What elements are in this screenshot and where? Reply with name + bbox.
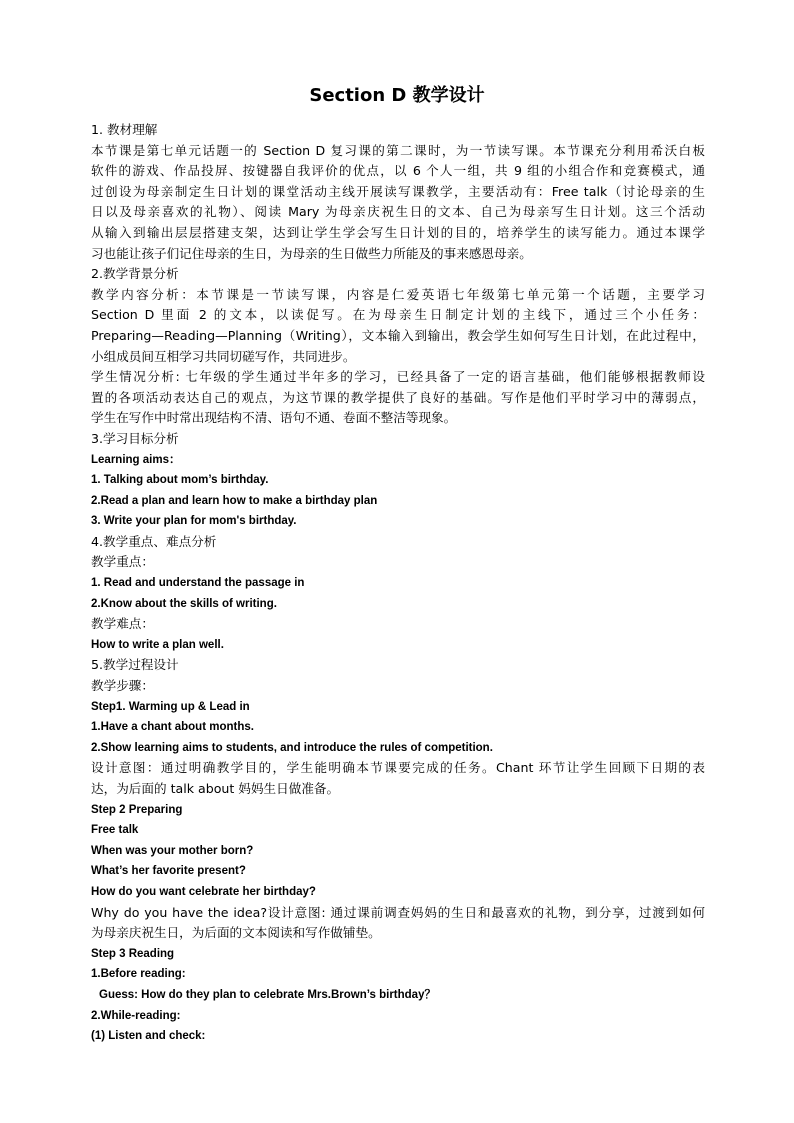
text-line: 1. Talking about mom’s birthday.: [91, 474, 269, 487]
text-line: 为母亲庆祝生日，为后面的文本阅读和写作做铺垫。: [91, 925, 381, 941]
text-line: 过创设为母亲制定生日计划的课堂活动主线开展读写课教学，主要活动有：Free talk（讨论母亲的生: [91, 183, 705, 199]
text-line: Why do you have the idea?设计意图: 通过课前调查妈妈的生日和最喜欢的礼物，到分享，过渡到如何: [91, 904, 705, 920]
text-line: 教学内容分析：本节课是一节读写课，内容是仁爱英语七年级第七单元第一个话题，主要学习: [91, 286, 705, 302]
text-line: 3.学习目标分析: [91, 430, 179, 446]
text-line: 教学步骤：: [91, 678, 154, 694]
text-line: (1) Listen and check:: [91, 1030, 206, 1043]
text-line: What’s her favorite present?: [91, 865, 246, 878]
text-line: 2.Read a plan and learn how to make a birthday plan: [91, 494, 378, 507]
text-line: 2.Show learning aims to students, and introduce the rules of competition.: [91, 741, 493, 754]
text-line: 设计意图：通过明确教学目的，学生能明确本节课要完成的任务。Chant 环节让学生回顾下日期的表: [91, 760, 705, 776]
text-line: 本节课是第七单元话题一的 Section D 复习课的第二课时，为一节读写课。本节课充分利用希沃白板: [91, 142, 705, 158]
text-line: Step 2 Preparing: [91, 803, 183, 816]
text-line: 2.教学背景分析: [91, 266, 179, 282]
text-line: 1. 教材理解: [91, 122, 158, 137]
text-line: 5.教学过程设计: [91, 657, 179, 673]
text-line: 小组成员间互相学习共同切磋写作，共同进步。: [91, 348, 356, 364]
text-line: 日以及母亲喜欢的礼物）、阅读 Mary 为母亲庆祝生日的文本、自己为母亲写生日计划。这三个活动: [91, 204, 705, 220]
document-title: Section D 教学设计: [309, 85, 485, 106]
text-line: 4.教学重点、难点分析: [91, 533, 217, 549]
text-line: 达，为后面的 talk about 妈妈生日做准备。: [91, 781, 340, 796]
text-line: 教学难点：: [91, 616, 154, 632]
text-line: 学生情况分析: 七年级的学生通过半年多的学习，已经具备了一定的语言基础，他们能够根据教师设: [91, 369, 705, 385]
text-line: 1.Before reading:: [91, 968, 186, 981]
text-line: 教学重点：: [91, 554, 154, 570]
text-line: 2.Know about the skills of writing.: [91, 597, 277, 610]
text-line: Preparing—Reading—Planning（Writing），文本输入到输出，教会学生如何写生日计划，在此过程中，: [91, 327, 705, 343]
text-line: 1.Have a chant about months.: [91, 721, 254, 734]
text-line: Step1. Warming up & Lead in: [91, 700, 250, 713]
text-line: How do you want celebrate her birthday?: [91, 885, 316, 898]
text-line: 置的各项活动表达自己的观点，为这节课的教学提供了良好的基础。写作是他们平时学习中的薄弱点，: [91, 389, 705, 405]
text-line: Step 3 Reading: [91, 947, 175, 960]
text-line: 习也能让孩子们记住母亲的生日，为母亲的生日做些力所能及的事来感恩母亲。: [91, 245, 532, 261]
text-line: When was your mother born?: [91, 844, 254, 857]
text-line: Learning aims：: [91, 453, 181, 466]
text-line: 软件的游戏、作品投屏、按键器自我评价的优点，以 6 个人一组，共 9 组的小组合作和竞赛模式，通: [91, 163, 705, 179]
text-line: 2.While-reading:: [91, 1009, 181, 1022]
text-line: 学生在写作中时常出现结构不清、语句不通、卷面不整洁等现象。: [91, 410, 457, 426]
text-line: Free talk: [91, 824, 139, 837]
text-line: 从输入到输出层层搭建支架，达到让学生学会写生日计划的目的，培养学生的读写能力。通过本课学: [91, 224, 705, 240]
text-line: How to write a plan well.: [91, 638, 224, 651]
text-line: 1. Read and understand the passage in: [91, 577, 305, 590]
text-line: Guess: How do they plan to celebrate Mrs.Brown’s birthday？: [99, 988, 436, 1001]
document-body: [91, 120, 705, 1047]
text-line: 3. Write your plan for mom's birthday.: [91, 515, 297, 528]
text-line: Section D 里面 2 的文本，以读促写。在为母亲生日制定计划的主线下，通过三个小任务：: [91, 307, 705, 323]
